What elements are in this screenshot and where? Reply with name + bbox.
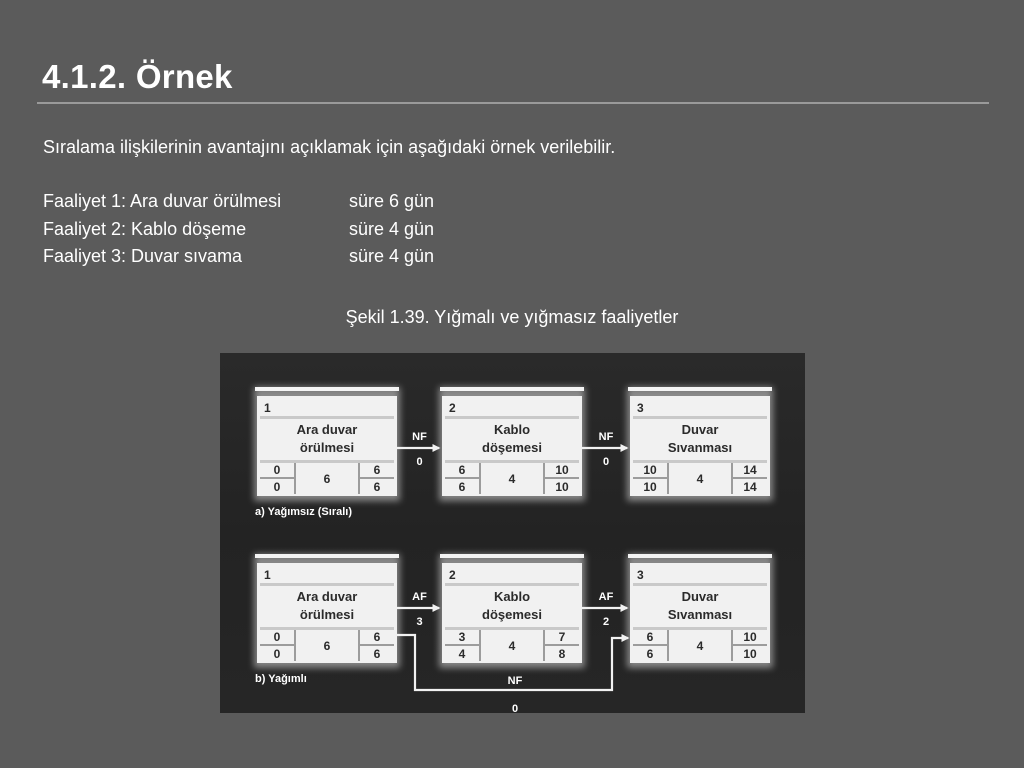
node-divider bbox=[260, 644, 294, 646]
node-top-bar bbox=[255, 554, 399, 558]
link-lag: 2 bbox=[602, 616, 610, 628]
node-divider bbox=[543, 463, 545, 494]
node-divider bbox=[667, 463, 669, 494]
node-name: Kablo bbox=[493, 589, 531, 604]
node-late-start: 6 bbox=[646, 647, 654, 661]
node-divider bbox=[358, 463, 360, 494]
activity-name: Faaliyet 3: Duvar sıvama bbox=[43, 246, 243, 266]
node-late-finish: 6 bbox=[373, 480, 381, 494]
node-name: örülmesi bbox=[299, 607, 355, 622]
activity-duration: süre 4 gün bbox=[349, 218, 435, 239]
node-divider bbox=[294, 463, 296, 494]
node-early-finish: 10 bbox=[743, 630, 757, 644]
node-top-bar bbox=[628, 554, 772, 558]
node-divider bbox=[360, 644, 394, 646]
node-duration: 6 bbox=[323, 639, 331, 653]
node-name: Kablo bbox=[493, 422, 531, 437]
node-early-finish: 14 bbox=[743, 463, 757, 477]
node-divider bbox=[260, 416, 394, 419]
node-name: Ara duvar bbox=[296, 422, 358, 437]
activity-item bbox=[43, 191, 434, 219]
node-early-finish: 6 bbox=[373, 630, 381, 644]
node-divider bbox=[733, 644, 767, 646]
link-type: NF bbox=[598, 431, 614, 443]
node-name: Sıvanması bbox=[667, 440, 733, 455]
node-early-start: 0 bbox=[273, 463, 281, 477]
node-divider bbox=[445, 477, 479, 479]
node-divider bbox=[633, 477, 667, 479]
link-lag: 0 bbox=[416, 456, 423, 468]
node-top-bar bbox=[440, 554, 584, 558]
node-early-finish: 7 bbox=[558, 630, 566, 644]
node-divider bbox=[294, 630, 296, 661]
panel-label: b) Yağımlı bbox=[255, 673, 307, 685]
node-divider bbox=[479, 630, 481, 661]
node-divider bbox=[445, 583, 579, 586]
node-late-start: 0 bbox=[273, 647, 281, 661]
network-diagram bbox=[220, 353, 805, 713]
link-type: NF bbox=[412, 431, 427, 443]
node-early-start: 6 bbox=[646, 630, 654, 644]
node-duration: 4 bbox=[696, 472, 704, 486]
node-divider bbox=[633, 416, 767, 419]
node-early-start: 10 bbox=[643, 463, 657, 477]
node-name: Sıvanması bbox=[667, 607, 733, 622]
node-divider bbox=[358, 630, 360, 661]
node-name: döşemesi bbox=[482, 440, 542, 455]
node-divider bbox=[667, 630, 669, 661]
node-duration: 4 bbox=[696, 639, 704, 653]
link-type: NF bbox=[507, 675, 523, 687]
node-late-finish: 8 bbox=[558, 647, 566, 661]
node-duration: 6 bbox=[323, 472, 331, 486]
title-divider bbox=[37, 102, 989, 104]
node-divider bbox=[545, 644, 579, 646]
node-early-finish: 6 bbox=[373, 463, 381, 477]
node-divider bbox=[445, 644, 479, 646]
node-id: 2 bbox=[449, 401, 456, 415]
node-name: Duvar bbox=[681, 422, 719, 437]
node-id: 3 bbox=[637, 568, 644, 582]
node-divider bbox=[633, 644, 667, 646]
panel-label: a) Yağımsız (Sıralı) bbox=[255, 506, 353, 518]
node-early-start: 0 bbox=[273, 630, 281, 644]
node-id: 1 bbox=[264, 568, 271, 582]
node-divider bbox=[445, 416, 579, 419]
node-divider bbox=[731, 630, 733, 661]
node-late-start: 0 bbox=[273, 480, 281, 494]
figure-caption: Şekil 1.39. Yığmalı ve yığmasız faaliyetler bbox=[345, 307, 679, 327]
node-divider bbox=[733, 477, 767, 479]
activity-name: Faaliyet 2: Kablo döşeme bbox=[43, 218, 247, 239]
node-early-start: 3 bbox=[458, 630, 466, 644]
node-name: örülmesi bbox=[299, 440, 355, 455]
node-duration: 4 bbox=[508, 639, 516, 653]
link-type: AF bbox=[412, 591, 427, 603]
activity-item bbox=[43, 246, 434, 274]
activity-list bbox=[43, 191, 434, 274]
node-late-finish: 14 bbox=[743, 480, 757, 494]
node-top-bar bbox=[255, 387, 399, 391]
node-top-bar bbox=[628, 387, 772, 391]
activity-name: Faaliyet 1: Ara duvar örülmesi bbox=[43, 191, 282, 211]
node-divider bbox=[543, 630, 545, 661]
activity-duration: süre 6 gün bbox=[349, 191, 435, 211]
node-divider bbox=[545, 477, 579, 479]
node-divider bbox=[731, 463, 733, 494]
activity-duration: süre 4 gün bbox=[349, 246, 435, 266]
intro-text: Sıralama ilişkilerinin avantajını açıklamak için aşağıdaki örnek verilebilir. bbox=[43, 137, 616, 157]
node-id: 1 bbox=[264, 401, 271, 415]
node-duration: 4 bbox=[508, 472, 516, 486]
node-divider bbox=[360, 477, 394, 479]
node-late-start: 4 bbox=[458, 647, 466, 661]
node-divider bbox=[479, 463, 481, 494]
node-early-finish: 10 bbox=[555, 463, 569, 477]
node-divider bbox=[260, 477, 294, 479]
node-late-finish: 6 bbox=[373, 647, 381, 661]
node-divider bbox=[633, 583, 767, 586]
node-top-bar bbox=[440, 387, 584, 391]
node-id: 2 bbox=[449, 568, 456, 582]
node-late-finish: 10 bbox=[743, 647, 757, 661]
activity-item bbox=[43, 219, 434, 247]
link-lag: 3 bbox=[416, 616, 423, 628]
node-late-start: 6 bbox=[458, 480, 466, 494]
link-type: AF bbox=[598, 591, 614, 603]
node-divider bbox=[260, 583, 394, 586]
node-id: 3 bbox=[637, 401, 644, 415]
node-name: Duvar bbox=[681, 589, 719, 604]
node-name: Ara duvar bbox=[296, 589, 358, 604]
link-lag: 0 bbox=[602, 456, 610, 468]
link-lag: 0 bbox=[511, 703, 519, 713]
slide-title: 4.1.2. Örnek bbox=[42, 58, 233, 95]
node-early-start: 6 bbox=[458, 463, 466, 477]
node-late-start: 10 bbox=[643, 480, 657, 494]
node-late-finish: 10 bbox=[555, 480, 569, 494]
node-name: döşemesi bbox=[482, 607, 542, 622]
